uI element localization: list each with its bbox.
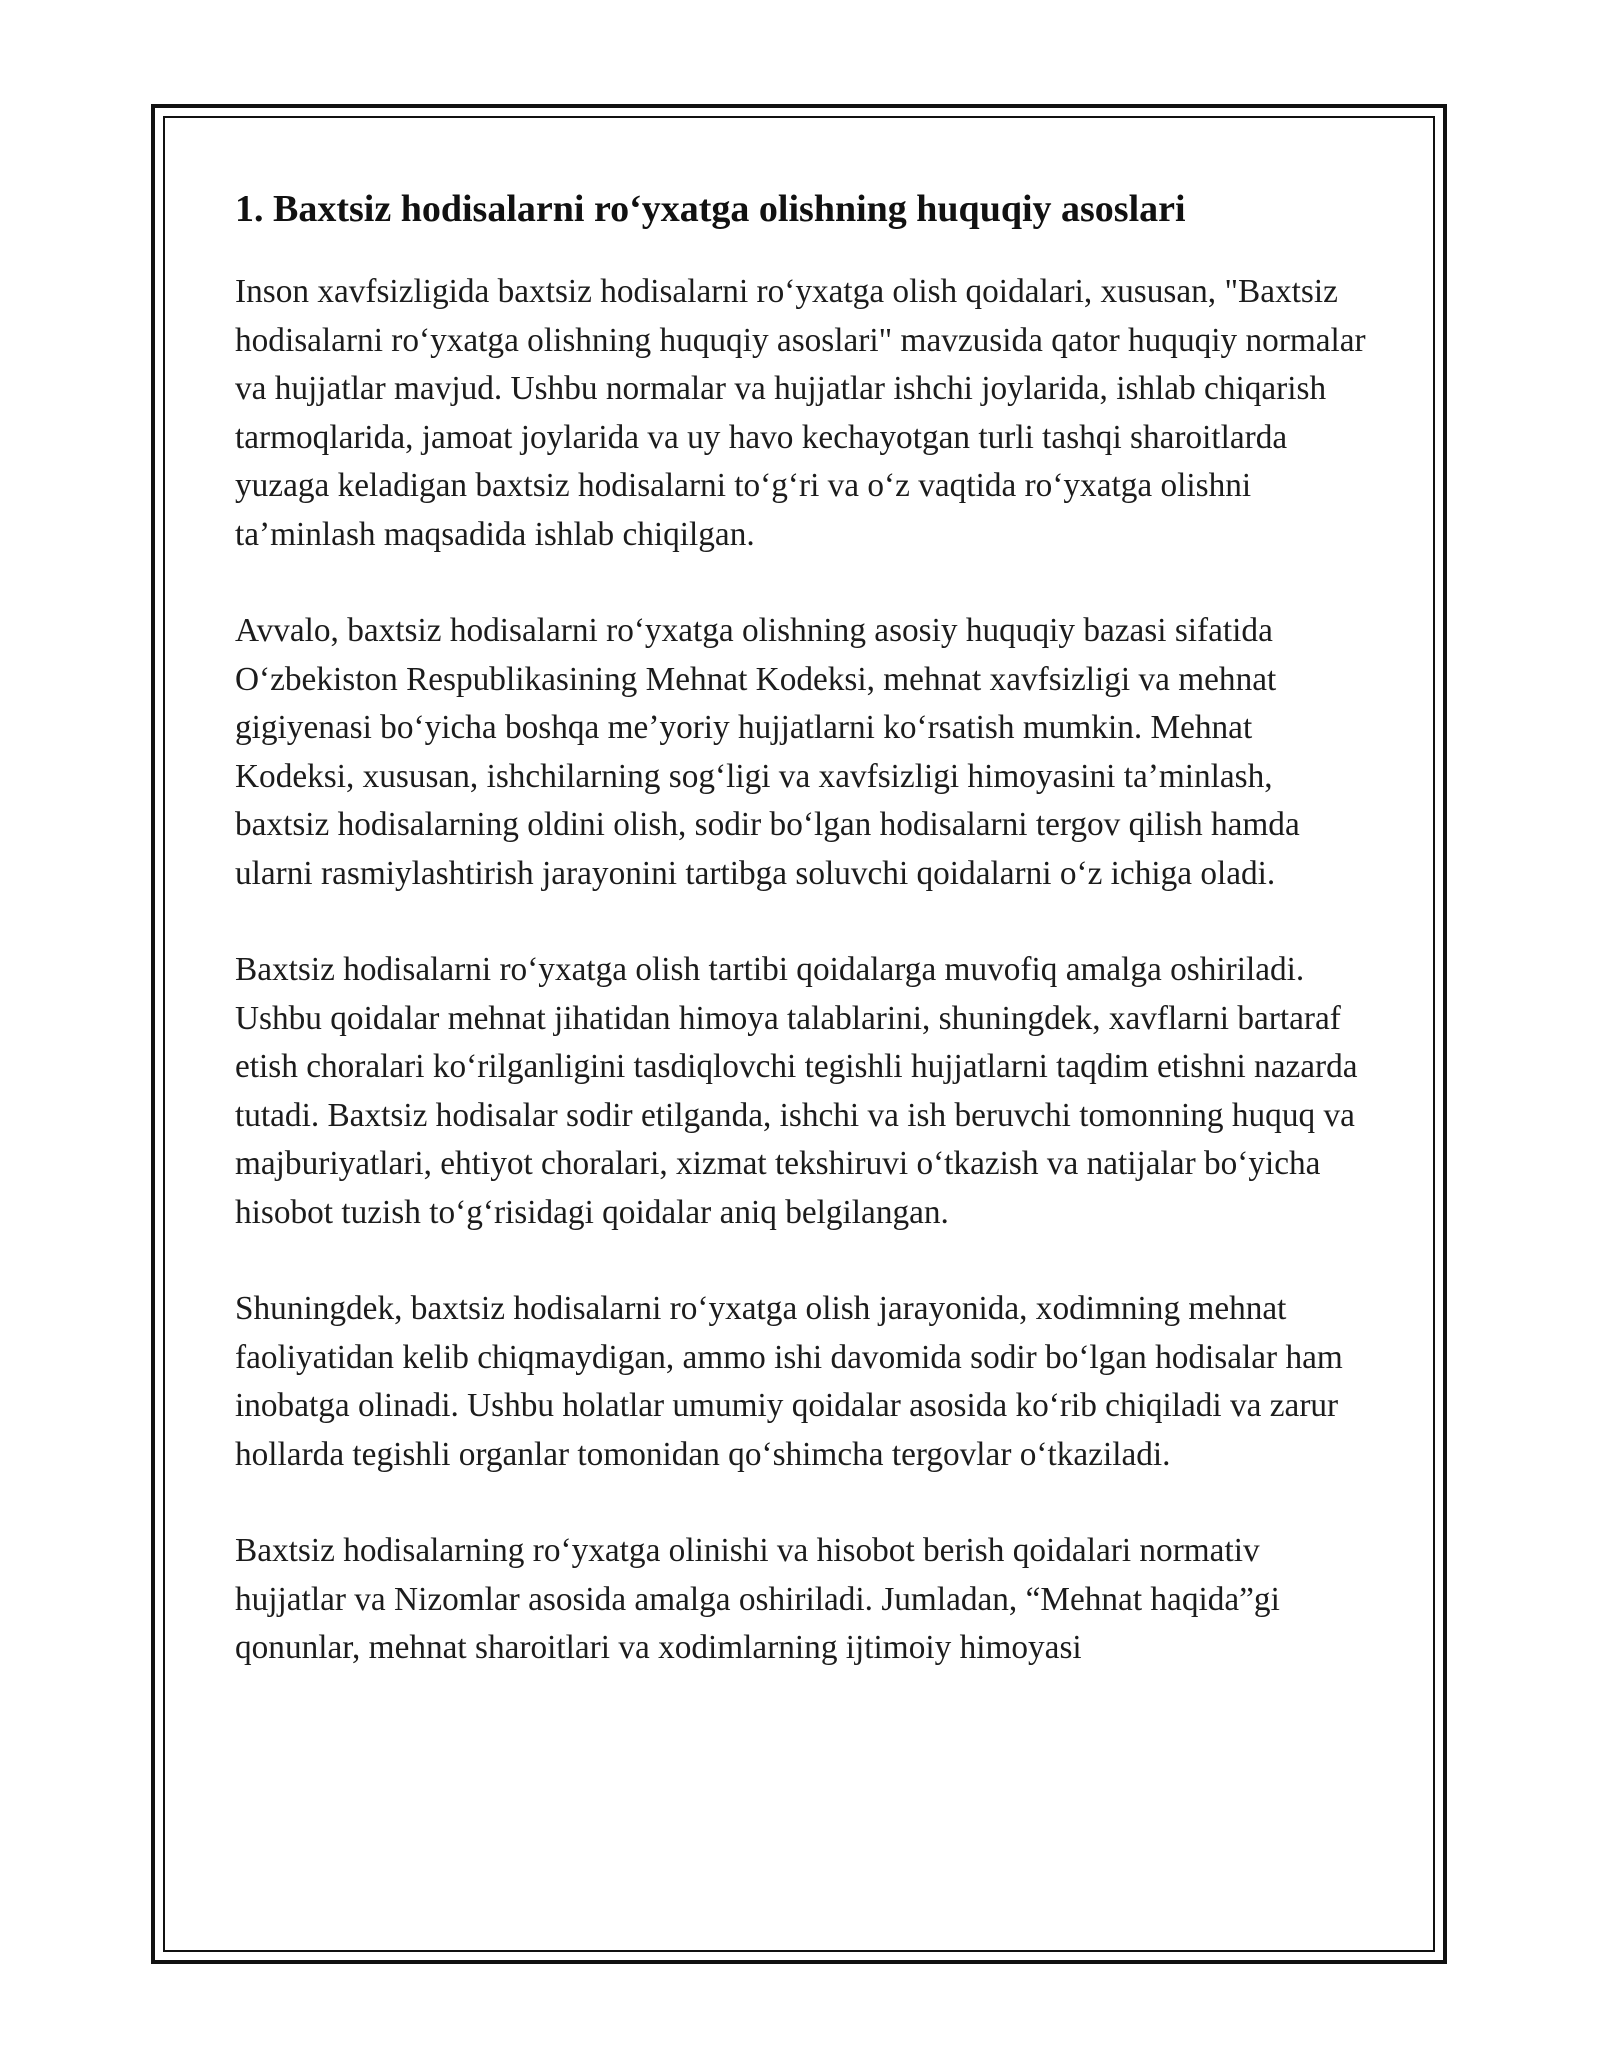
document-content	[235, 184, 1375, 1673]
paragraph-5: Baxtsiz hodisalarning roʻyxatga olinishi va hisobot berish qoidalari normativ hujjatlar va Nizomlar asosida amalga oshiriladi. Jumladan, “Mehnat haqida”gi qonunlar, mehnat sharoitlari va xodimlarning ijtimoiy himoyasi	[235, 1532, 1280, 1666]
paragraph-4: Shuningdek, baxtsiz hodisalarni roʻyxatga olish jarayonida, xodimning mehnat faoliyatidan kelib chiqmaydigan, ammo ishi davomida sodir boʻlgan hodisalar ham inobatga olinadi. Ushbu holatlar umumiy qoidalar asosida koʻrib chiqiladi va zarur hollarda tegishli organlar tomonidan qoʻshimcha tergovlar oʻtkaziladi.	[235, 1290, 1343, 1473]
paragraph-2: Avvalo, baxtsiz hodisalarni roʻyxatga olishning asosiy huquqiy bazasi sifatida Oʻzbekiston Respublikasining Mehnat Kodeksi, mehnat xavfsizligi va mehnat gigiyenasi boʻyicha boshqa meʼyoriy hujjatlarni koʻrsatish mumkin. Mehnat Kodeksi, xususan, ishchilarning sogʻligi va xavfsizligi himoyasini taʼminlash, baxtsiz hodisalarning oldini olish, sodir boʻlgan hodisalarni tergov qilish hamda ularni rasmiylashtirish jarayonini tartibga soluvchi qoidalarni oʻz ichiga oladi.	[235, 612, 1300, 892]
paragraph-1: Inson xavfsizligida baxtsiz hodisalarni roʻyxatga olish qoidalari, xususan, "Baxtsiz hodisalarni roʻyxatga olishning huquqiy asoslari" mavzusida qator huquqiy normalar va hujjatlar mavjud. Ushbu normalar va hujjatlar ishchi joylarida, ishlab chiqarish tarmoqlarida, jamoat joylarida va uy havo kechayotgan turli tashqi sharoitlarda yuzaga keladigan baxtsiz hodisalarni toʻgʻri va oʻz vaqtida roʻyxatga olishni taʼminlash maqsadida ishlab chiqilgan.	[235, 273, 1366, 553]
section-heading: 1. Baxtsiz hodisalarni roʻyxatga olishning huquqiy asoslari	[235, 188, 1186, 230]
paragraph-3: Baxtsiz hodisalarni roʻyxatga olish tartibi qoidalarga muvofiq amalga oshiriladi. Ushbu qoidalar mehnat jihatidan himoya talablarini, shuningdek, xavflarni bartaraf etish choralari koʻrilganligini tasdiqlovchi tegishli hujjatlarni taqdim etishni nazarda tutadi. Baxtsiz hodisalar sodir etilganda, ishchi va ish beruvchi tomonning huquq va majburiyatlari, ehtiyot choralari, xizmat tekshiruvi oʻtkazish va natijalar boʻyicha hisobot tuzish toʻgʻrisidagi qoidalar aniq belgilangan.	[235, 951, 1358, 1231]
